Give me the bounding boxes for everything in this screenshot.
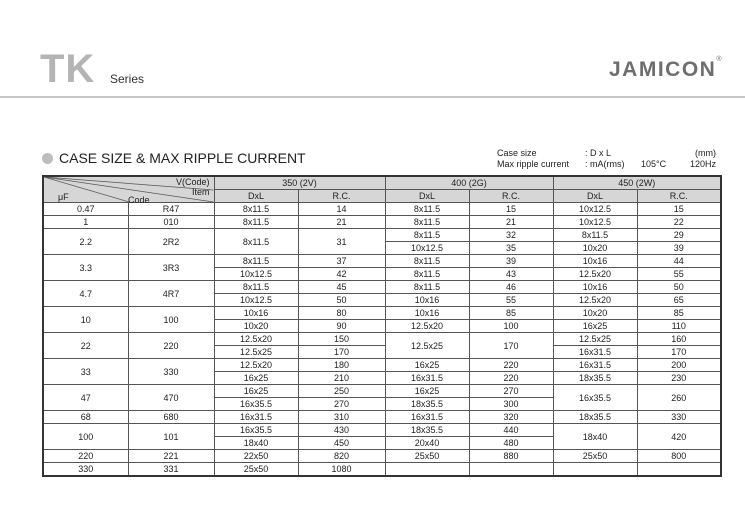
case-size-cell: 8x11.5 <box>214 281 298 294</box>
ripple-current-cell: 170 <box>637 346 721 359</box>
case-size-cell: 18x40 <box>553 424 637 450</box>
ripple-current-cell: 200 <box>637 359 721 372</box>
ripple-current-cell: 220 <box>469 372 553 385</box>
ripple-current-cell: 15 <box>637 203 721 216</box>
ripple-current-cell: 420 <box>637 424 721 450</box>
code-cell: 331 <box>128 463 214 477</box>
header-divider <box>0 96 745 98</box>
case-size-cell: 8x11.5 <box>385 203 469 216</box>
ripple-current-cell: 330 <box>637 411 721 424</box>
case-size-cell: 10x12.5 <box>214 294 298 307</box>
series-label: Series <box>110 72 145 86</box>
legend-case-size-value: : D x L <box>585 148 612 158</box>
case-size-cell <box>385 463 469 477</box>
capacitance-cell: 10 <box>43 307 128 333</box>
case-size-cell: 12.5x25 <box>214 346 298 359</box>
case-size-cell: 10x16 <box>214 307 298 320</box>
voltage-header-350: 350 (2V) <box>214 176 385 190</box>
capacitance-cell: 33 <box>43 359 128 385</box>
ripple-current-cell: 230 <box>637 372 721 385</box>
case-size-cell: 12.5x20 <box>214 359 298 372</box>
case-size-cell: 12.5x20 <box>553 268 637 281</box>
ripple-current-cell: 35 <box>469 242 553 255</box>
ripple-current-cell: 32 <box>469 229 553 242</box>
ripple-current-cell: 31 <box>298 229 385 255</box>
sub-header-rc: R.C. <box>637 190 721 203</box>
case-size-cell: 8x11.5 <box>214 229 298 255</box>
ripple-current-cell: 170 <box>469 333 553 359</box>
ripple-current-cell: 46 <box>469 281 553 294</box>
ripple-current-cell: 1080 <box>298 463 385 477</box>
ripple-current-cell: 44 <box>637 255 721 268</box>
capacitance-cell: 0.47 <box>43 203 128 216</box>
case-size-cell: 22x50 <box>214 450 298 463</box>
ripple-current-cell: 42 <box>298 268 385 281</box>
ripple-current-cell <box>469 463 553 477</box>
case-size-cell: 25x50 <box>385 450 469 463</box>
case-size-cell: 10x16 <box>553 255 637 268</box>
table-body <box>43 203 721 477</box>
corner-item-label: Item <box>191 187 210 197</box>
section-title <box>42 150 306 166</box>
ripple-current-cell: 21 <box>469 216 553 229</box>
code-cell: 2R2 <box>128 229 214 255</box>
case-size-cell: 16x31.5 <box>385 411 469 424</box>
corner-voltage-label: V(Code) <box>175 177 210 187</box>
ripple-current-cell: 55 <box>637 268 721 281</box>
table-row <box>43 463 721 477</box>
voltage-header-450: 450 (2W) <box>553 176 721 190</box>
capacitance-cell: 1 <box>43 216 128 229</box>
code-cell: 680 <box>128 411 214 424</box>
table-row <box>43 216 721 229</box>
case-size-cell: 16x25 <box>214 372 298 385</box>
code-cell: 330 <box>128 359 214 385</box>
ripple-current-table <box>42 175 722 477</box>
ripple-current-cell <box>637 463 721 477</box>
case-size-cell: 12.5x25 <box>385 333 469 359</box>
sub-header-dxl: DxL <box>385 190 469 203</box>
ripple-current-cell: 100 <box>469 320 553 333</box>
code-cell: 3R3 <box>128 255 214 281</box>
ripple-current-cell: 320 <box>469 411 553 424</box>
corner-header <box>43 176 214 203</box>
sub-header-rc: R.C. <box>469 190 553 203</box>
case-size-cell: 16x25 <box>385 359 469 372</box>
case-size-cell: 18x35.5 <box>385 398 469 411</box>
case-size-cell: 10x20 <box>553 242 637 255</box>
case-size-cell: 16x25 <box>385 385 469 398</box>
ripple-current-cell: 110 <box>637 320 721 333</box>
case-size-cell: 18x35.5 <box>553 372 637 385</box>
case-size-cell: 16x25 <box>214 385 298 398</box>
case-size-cell: 10x12.5 <box>553 203 637 216</box>
ripple-current-cell: 210 <box>298 372 385 385</box>
case-size-cell: 8x11.5 <box>214 203 298 216</box>
case-size-cell: 18x40 <box>214 437 298 450</box>
case-size-cell: 12.5x20 <box>385 320 469 333</box>
code-cell: 101 <box>128 424 214 450</box>
case-size-cell: 8x11.5 <box>214 216 298 229</box>
legend-ripple-value: : mA(rms) <box>585 159 625 169</box>
capacitance-cell: 68 <box>43 411 128 424</box>
case-size-cell: 16x35.5 <box>553 385 637 411</box>
case-size-cell: 20x40 <box>385 437 469 450</box>
legend-case-size-label: Case size <box>497 148 537 158</box>
code-cell: 221 <box>128 450 214 463</box>
code-cell: 010 <box>128 216 214 229</box>
case-size-cell: 10x12.5 <box>553 216 637 229</box>
case-size-cell: 8x11.5 <box>385 281 469 294</box>
table-row <box>43 281 721 294</box>
ripple-current-cell: 65 <box>637 294 721 307</box>
capacitance-cell: 330 <box>43 463 128 477</box>
capacitance-cell: 220 <box>43 450 128 463</box>
case-size-cell: 8x11.5 <box>385 255 469 268</box>
case-size-cell: 12.5x20 <box>553 294 637 307</box>
ripple-current-cell: 50 <box>637 281 721 294</box>
case-size-cell: 8x11.5 <box>385 216 469 229</box>
ripple-current-cell: 21 <box>298 216 385 229</box>
series-code: TK <box>40 47 96 91</box>
ripple-current-cell: 14 <box>298 203 385 216</box>
ripple-current-cell: 270 <box>298 398 385 411</box>
brand-name: JAMICON <box>609 58 717 81</box>
legend-ripple-freq: 120Hz <box>689 159 716 169</box>
capacitance-cell: 4.7 <box>43 281 128 307</box>
case-size-cell: 16x31.5 <box>385 372 469 385</box>
ripple-current-cell: 820 <box>298 450 385 463</box>
case-size-cell: 10x16 <box>385 294 469 307</box>
table-row <box>43 385 721 398</box>
code-cell: 4R7 <box>128 281 214 307</box>
legend-case-size <box>497 148 719 159</box>
code-cell: 100 <box>128 307 214 333</box>
case-size-cell: 12.5x25 <box>553 333 637 346</box>
ripple-current-cell: 15 <box>469 203 553 216</box>
ripple-current-cell: 85 <box>637 307 721 320</box>
ripple-current-cell: 29 <box>637 229 721 242</box>
capacitance-cell: 2.2 <box>43 229 128 255</box>
table-row <box>43 307 721 320</box>
case-size-cell: 8x11.5 <box>214 255 298 268</box>
ripple-current-cell: 43 <box>469 268 553 281</box>
case-size-cell: 8x11.5 <box>385 229 469 242</box>
corner-uf-label: μF <box>58 192 69 202</box>
capacitance-cell: 22 <box>43 333 128 359</box>
ripple-current-cell: 260 <box>637 385 721 411</box>
sub-header-rc: R.C. <box>298 190 385 203</box>
ripple-current-cell: 55 <box>469 294 553 307</box>
ripple-current-cell: 22 <box>637 216 721 229</box>
table-row <box>43 333 721 346</box>
ripple-current-cell: 85 <box>469 307 553 320</box>
ripple-current-cell: 80 <box>298 307 385 320</box>
ripple-current-cell: 250 <box>298 385 385 398</box>
ripple-current-cell: 150 <box>298 333 385 346</box>
case-size-cell <box>553 463 637 477</box>
case-size-cell: 25x50 <box>214 463 298 477</box>
case-size-cell: 16x35.5 <box>214 398 298 411</box>
legend-ripple <box>497 159 719 170</box>
case-size-cell: 16x31.5 <box>553 359 637 372</box>
voltage-header-400: 400 (2G) <box>385 176 553 190</box>
legend-case-size-unit: (mm) <box>695 148 716 158</box>
case-size-cell: 16x31.5 <box>553 346 637 359</box>
case-size-cell: 10x16 <box>553 281 637 294</box>
ripple-current-cell: 450 <box>298 437 385 450</box>
table-row <box>43 450 721 463</box>
code-cell: R47 <box>128 203 214 216</box>
case-size-cell: 16x35.5 <box>214 424 298 437</box>
table-row <box>43 229 721 242</box>
ripple-current-cell: 90 <box>298 320 385 333</box>
ripple-current-cell: 270 <box>469 385 553 398</box>
ripple-current-cell: 45 <box>298 281 385 294</box>
case-size-cell: 16x25 <box>553 320 637 333</box>
case-size-cell: 16x31.5 <box>214 411 298 424</box>
case-size-cell: 18x35.5 <box>553 411 637 424</box>
ripple-current-cell: 300 <box>469 398 553 411</box>
case-size-cell: 10x20 <box>553 307 637 320</box>
section-title-text: CASE SIZE & MAX RIPPLE CURRENT <box>59 150 306 166</box>
code-cell: 470 <box>128 385 214 411</box>
legend <box>497 148 719 170</box>
registered-mark: ® <box>716 56 722 63</box>
page-header <box>0 0 745 100</box>
table-row <box>43 411 721 424</box>
case-size-cell: 18x35.5 <box>385 424 469 437</box>
ripple-current-cell: 310 <box>298 411 385 424</box>
sub-header-dxl: DxL <box>214 190 298 203</box>
case-size-cell: 12.5x20 <box>214 333 298 346</box>
ripple-current-cell: 39 <box>469 255 553 268</box>
bullet-icon <box>42 153 53 164</box>
legend-ripple-temp: 105°C <box>641 159 667 169</box>
capacitance-cell: 47 <box>43 385 128 411</box>
brand-logo <box>609 58 722 82</box>
ripple-current-cell: 480 <box>469 437 553 450</box>
case-size-cell: 8x11.5 <box>385 268 469 281</box>
table-row <box>43 424 721 437</box>
case-size-cell: 8x11.5 <box>553 229 637 242</box>
ripple-current-cell: 180 <box>298 359 385 372</box>
ripple-current-cell: 39 <box>637 242 721 255</box>
case-size-cell: 10x16 <box>385 307 469 320</box>
ripple-current-cell: 430 <box>298 424 385 437</box>
ripple-current-cell: 170 <box>298 346 385 359</box>
table-row <box>43 255 721 268</box>
ripple-current-cell: 220 <box>469 359 553 372</box>
corner-code-label: Code <box>128 195 150 205</box>
capacitance-cell: 100 <box>43 424 128 450</box>
ripple-current-cell: 160 <box>637 333 721 346</box>
code-cell: 220 <box>128 333 214 359</box>
case-size-cell: 25x50 <box>553 450 637 463</box>
case-size-cell: 10x12.5 <box>214 268 298 281</box>
ripple-current-cell: 800 <box>637 450 721 463</box>
case-size-cell: 10x20 <box>214 320 298 333</box>
sub-header-dxl: DxL <box>553 190 637 203</box>
capacitance-cell: 3.3 <box>43 255 128 281</box>
ripple-current-cell: 880 <box>469 450 553 463</box>
case-size-cell: 10x12.5 <box>385 242 469 255</box>
legend-ripple-label: Max ripple current <box>497 159 570 169</box>
ripple-current-cell: 37 <box>298 255 385 268</box>
ripple-current-cell: 440 <box>469 424 553 437</box>
table-row <box>43 359 721 372</box>
ripple-current-cell: 50 <box>298 294 385 307</box>
